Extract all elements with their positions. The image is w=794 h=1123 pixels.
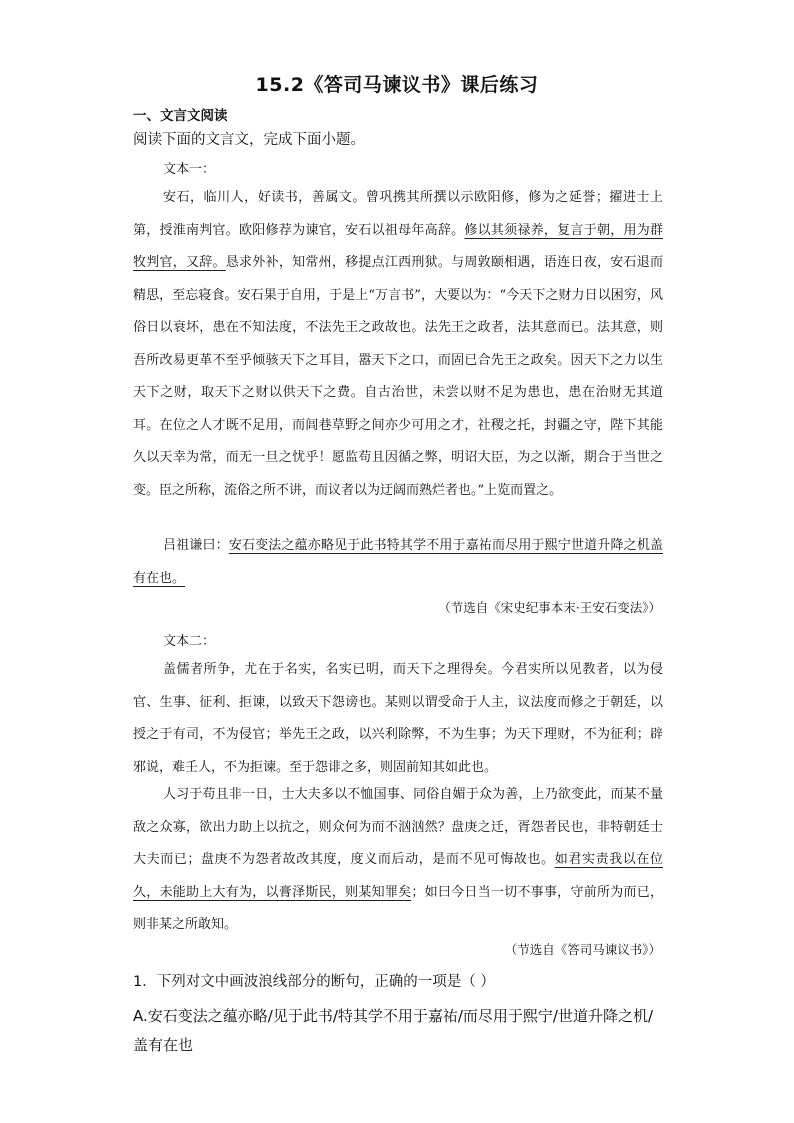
text2-source: （节选自《答司马谏议书》）	[504, 942, 661, 957]
section-heading: 一、文言文阅读	[133, 108, 228, 124]
text2-paragraph-1: 盖儒者所争，尤在于名实，名实已明，而天下之理得矣。今君实所以见教者，以为侵官、生事、征利、拒谏，以致天下怨谤也。某则以谓受命于人主，议法度而修之于朝廷，以授之于有司，不为侵官；举先王之政，以兴利除弊，不为生事；为天下理财，不为征利；辟邪说，难壬人，不为拒谏。至于怨诽之多，则固前知其如此也。	[133, 662, 663, 775]
question-1-option-a[interactable]: A.安石变法之蕴亦略/见于此书/特其学不用于嘉祐/而尽用于熙宁/世道升降之机/盖有在也	[133, 1007, 654, 1054]
text2-p2-part2: ；如曰今日当一切不事事，守前所为而已，则非某之所敢知。	[133, 884, 663, 932]
reading-instruction: 阅读下面的文言文，完成下面小题。	[133, 132, 365, 148]
text1-p2-wavy: 安石变法之蕴亦略见于此书特其学不用于嘉祐而尽用于熙宁世道升降之机盖有在也。	[133, 538, 663, 586]
text2-label: 文本二：	[163, 634, 216, 649]
text2-p2-underlined: 如君实责我以在位久，未能助上大有为，以膏泽斯民，则某知罪矣	[133, 852, 663, 900]
text2-paragraph-2	[133, 779, 663, 942]
text1-paragraph-2	[133, 530, 663, 595]
text1-p1-part1: 安石，临川人，好读书，善属文。曾巩携其所撰以示欧阳修，修为之延誉；擢进士上第，授淮南判官。欧阳修荐为谏官，安石以祖母年高辞。	[133, 190, 663, 238]
text1-p1-underlined: 修以其须禄养，复言于朝，用为群牧判官，又辞。	[133, 222, 663, 270]
text1-p2-prefix: 吕祖谦曰：	[163, 538, 229, 553]
question-1-stem: 1．下列对文中画波浪线部分的断句，正确的一项是（ ）	[133, 974, 495, 990]
text2-p2-part1: 人习于苟且非一日，士大夫多以不恤国事、同俗自媚于众为善，上乃欲变此，而某不量敌之众寡，欲出力助上以抗之，则众何为而不汹汹然？盘庚之迁，胥怨者民也，非特朝廷士大夫而已；盘庚不为怨者故改其度，度义而后动，是而不见可悔故也。	[133, 787, 663, 867]
text1-label: 文本一：	[163, 162, 216, 177]
document-title: 15.2《答司马谏议书》课后练习	[255, 74, 539, 96]
text1-paragraph-1	[133, 182, 663, 507]
text1-source: （节选自《宋史纪事本末·王安石变法》）	[438, 600, 661, 615]
text1-p1-part2: 恳求外补，知常州，移提点江西刑狱。与周敦颐相遇，语连日夜，安石退而精思，至忘寝食。安石果于自用，于是上“万言书”，大要以为：“今天下之财力日以困穷，风俗日以衰坏，患在不知法度，不法先王之政故也。法先王之政者，法其意而已。法其意，则吾所改易更革不至乎倾骇天下之耳目，嚣天下之口，而固已合先王之政矣。因天下之力以生天下之财，取天下之财以供天下之费。自古治世，未尝以财不足为患也，患在治财无其道耳。在位之人才既不足用，而闾巷草野之间亦少可用之才，社稷之托，封疆之守，陛下其能久以天幸为常，而无一旦之忧乎！愿监苟且因循之弊，明诏大臣，为之以渐，期合于当世之变。臣之所称，流俗之所不讲，而议者以为迂阔而熟烂者也。”上览而置之。	[133, 255, 663, 498]
